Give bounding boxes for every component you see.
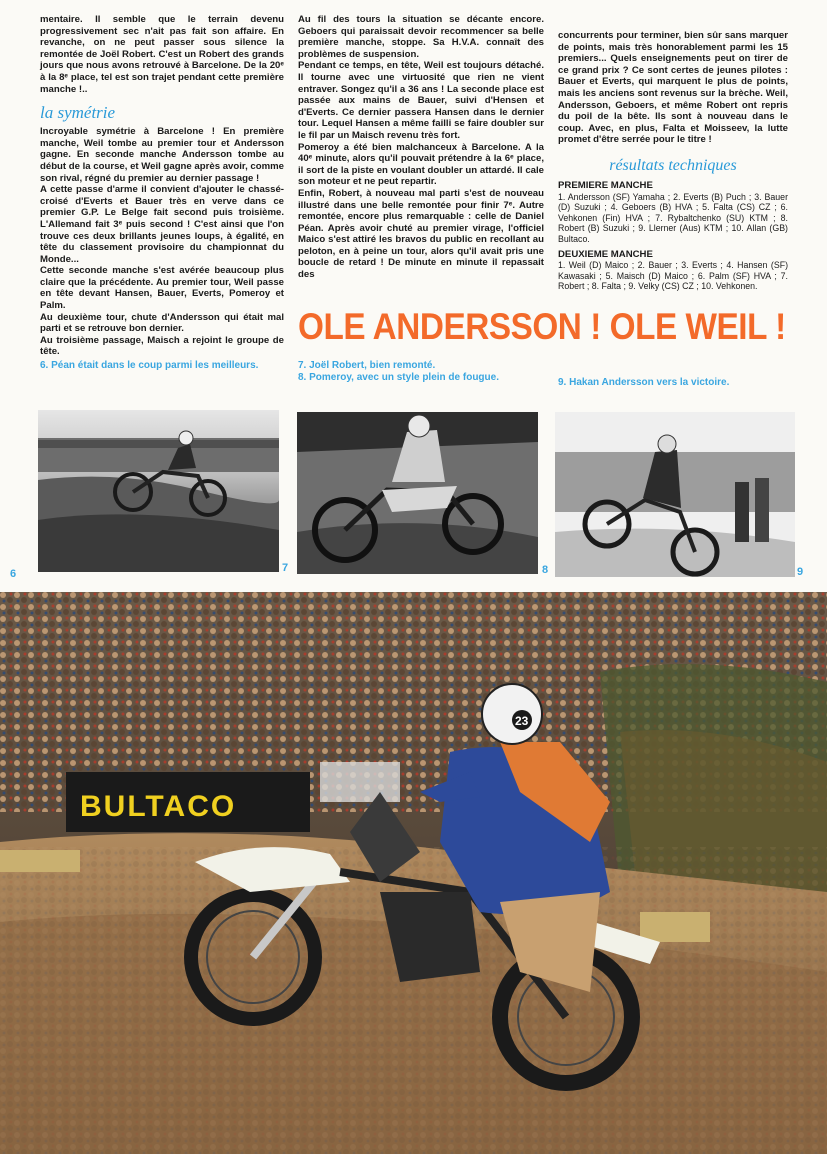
article-column-1	[40, 14, 284, 358]
results-title-manche-1: PREMIERE MANCHE	[558, 179, 653, 191]
page-number-8: 8	[542, 564, 549, 576]
col1-paragraph-4: Au deuxième tour, chute d'Andersson qui était mal parti et se retrouve bon dernier.	[40, 311, 284, 335]
col3-paragraph-1: concurrents pour terminer, bien sûr sans marquer de points, mais très honorablement parmi les 15 premiers... Quels enseignements peut on tirer de ce grand prix ? Ce sont certes de jeunes pilotes : Bauer et Everts, qui marquent le plus de points, mais les anciens sont revenus sur la brèche. Weil, Andersson, Geboers, et même Robert ont repris du poil de la bête. Ils sont à nouveau dans le coup. Avec, en plus, Falta et Moisseev, la lutte promet d'être serrée pour le titre !	[558, 30, 788, 146]
caption-7: 7. Joël Robert, bien remonté.	[298, 360, 436, 371]
section-heading-symetrie: la symétrie	[40, 103, 116, 123]
rider-number: 23	[515, 714, 529, 728]
results-title-manche-2: DEUXIEME MANCHE	[558, 248, 653, 260]
col1-paragraph-3: Cette seconde manche s'est avérée beaucoup plus claire que la précédente. Au premier tour, Weil passe en tête devant Hansen, Bauer, Everts, Pomeroy et Palm.	[40, 265, 284, 312]
col2-paragraph-3: Pomeroy a été bien malchanceux à Barcelone. A la 40ᵉ minute, alors qu'il pouvait prétendre à la 6ᵉ place, il sort de la piste en voulant doubler un attardé. Il cale son moteur et ne peut repartir.	[298, 141, 544, 188]
page-headline: OLE ANDERSSON ! OLE WEIL !	[298, 306, 786, 347]
captions-7-8	[298, 360, 548, 384]
photo-robert-pomeroy	[297, 412, 538, 574]
results-list-manche-2: 1. Weil (D) Maico ; 2. Bauer ; 3. Everts ; 4. Hansen (SF) Kawasaki ; 5. Maisch (D) Maico ; 6. Palm (SF) HVA ; 7. Robert ; 8. Falta ; 9. Velky (CS) CZ ; 10. Vehkonen.	[558, 260, 788, 292]
col2-paragraph-4: Enfin, Robert, à nouveau mal parti s'est de nouveau illustré dans une belle remontée pour finir 7ᵉ. Autre remontée, encore plus remarquable : celle de Daniel Péan. Après avoir chuté au premier virage, l'officiel Maico s'est attiré les bravos du public en recollant au peloton, en à peine un tour, alors qu'il avait pris une boucle de retard ! De minute en minute il repassait des	[298, 187, 544, 281]
article-column-2	[298, 14, 544, 281]
col2-paragraph-2: Pendant ce temps, en tête, Weil est toujours détaché. Il tourne avec une virtuosité que rien ne vient entraver. Songez qu'il a 36 ans ! La seconde place est passée aux mains de Bauer, suivi d'Hensen et d'Everts. Ce dernier passera Hansen dans le dernier tour. Lequel Hansen a même failli se faire doubler sur le fil par un Maisch revenu très fort.	[298, 60, 544, 141]
col2-paragraph-1: Au fil des tours la situation se décante encore. Geboers qui paraissait devoir recommencer sa belle première manche, stoppe. Sa H.V.A. connaît des problèmes de suspension.	[298, 14, 544, 60]
banner-sponsor-text: BULTACO	[80, 790, 237, 823]
page-number-7: 7	[282, 562, 289, 574]
photo-hakan-andersson	[555, 412, 795, 577]
page-number-6: 6	[10, 568, 17, 580]
article-column-3	[558, 30, 788, 296]
photo-pean	[38, 410, 279, 572]
page-number-9: 9	[797, 566, 804, 578]
col1-paragraph-2: A cette passe d'arme il convient d'ajouter le chassé-croisé d'Everts et Bauer très en verve dans ce premier G.P. Le Belge fait second puis troisième. L'Allemand fait 3ᵉ puis second ! C'est ainsi que l'on trouve ces deux brillants jeunes loups, à égalité, en tête du classement provisoire du championnat du Monde...	[40, 184, 284, 265]
section-heading-resultats: résultats techniques	[609, 156, 737, 174]
col1-paragraph-5: Au troisième passage, Maisch a rejoint le groupe de tête.	[40, 334, 284, 358]
results-list-manche-1: 1. Andersson (SF) Yamaha ; 2. Everts (B) Puch ; 3. Bauer (D) Suzuki ; 4. Geboers (B) HVA ; 5. Falta (CS) CZ ; 6. Vehkonen (Fin) HVA ; 7. Rybaltchenko (SU) KTM ; 8. Robert (B) Suzuki ; 9. Llerner (Aus) KTM ; 10. Allan (GB) Bultaco.	[558, 191, 788, 244]
main-photo-weil	[0, 592, 827, 1154]
col1-intro: mentaire. Il semble que le terrain devenu progressivement sec n'ait pas fait son affaire. En revanche, on ne peut passer sous silence la remontée de Joël Robert. C'est un Robert des grands jours que nous avons retrouvé à Barcelone. De la 20ᵉ à la 8ᵉ place, tel est son trajet pendant cette première manche !..	[40, 14, 284, 95]
col1-paragraph-1: Incroyable symétrie à Barcelone ! En première manche, Weil tombe au premier tour et Andersson gagne. En seconde manche Andersson tombe au début de la course, et Weil gagne après avoir, comme son rival, régné du premier au dernier passage !	[40, 126, 285, 184]
caption-8: 8. Pomeroy, avec un style plein de fougue.	[298, 372, 499, 383]
caption-6: 6. Péan était dans le coup parmi les meilleurs.	[40, 360, 259, 371]
caption-9: 9. Hakan Andersson vers la victoire.	[558, 377, 730, 388]
